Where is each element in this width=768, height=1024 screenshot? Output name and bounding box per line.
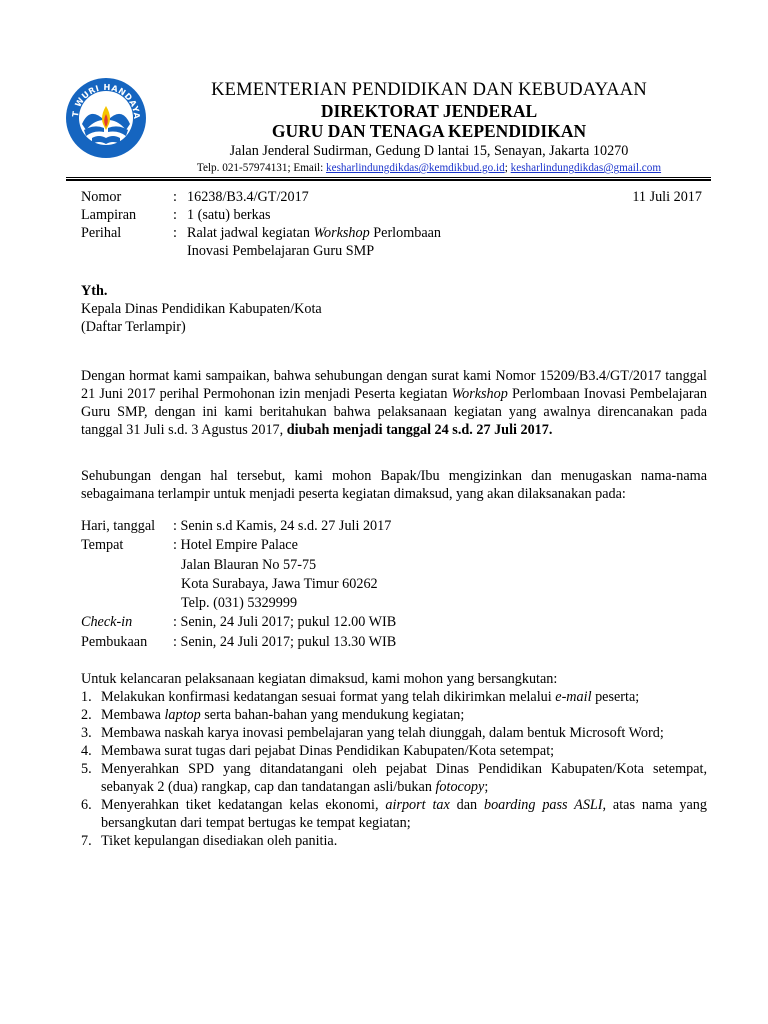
item-text-b: peserta; <box>591 689 640 705</box>
item-number: 4. <box>81 743 92 759</box>
pembukaan-value: : Senin, 24 Juli 2017; pukul 13.30 WIB <box>173 633 397 650</box>
letterhead-divider-thick <box>66 179 711 181</box>
item-text <box>101 688 707 706</box>
checkin-value: : Senin, 24 Juli 2017; pukul 12.00 WIB <box>173 614 397 631</box>
colon: : <box>173 189 177 205</box>
perihal-row-2 <box>81 242 711 260</box>
item-number: 6. <box>81 797 92 813</box>
address-row-2 <box>81 575 707 594</box>
perihal-label: Perihal <box>81 225 122 241</box>
phone-text: Telp. 021-57974131; Email: <box>196 162 327 174</box>
letter-date: 11 Juli 2017 <box>632 189 702 205</box>
lampiran-value: 1 (satu) berkas <box>187 207 271 223</box>
lampiran-row <box>81 206 711 224</box>
item-italic: fotocopy <box>435 779 485 795</box>
pembukaan-row <box>81 633 707 652</box>
checkin-label: Check-in <box>81 614 133 631</box>
letterhead-divider-thin <box>66 177 711 178</box>
requirements-block <box>81 670 707 850</box>
item-number: 7. <box>81 833 92 849</box>
checkin-row <box>81 613 707 632</box>
body-paragraph-2: Sehubungan dengan hal tersebut, kami mohon Bapak/Ibu mengizinkan dan menugaskan nama-nama sebagaimana terlampir untuk menjadi peserta kegiatan dimaksud, yang akan dilaksanakan pada: <box>81 468 707 502</box>
p1-text-a: Dengan hormat kami sampaikan, bahwa sehubungan dengan surat kami Nomor 15209/B3.4/GT/2017 tanggal 21 Juni 2017 perihal Permohonan izin menjadi Peserta kegiatan <box>81 368 707 402</box>
hari-row <box>81 517 707 536</box>
venue-address-2: Kota Surabaya, Jawa Timur 60262 <box>181 575 378 592</box>
item-text: Membawa surat tugas dari pejabat Dinas Pendidikan Kabupaten/Kota setempat; <box>101 743 555 759</box>
ministry-name: KEMENTERIAN PENDIDIKAN DAN KEBUDAYAAN <box>211 80 647 100</box>
recipient-line2: (Daftar Terlampir) <box>81 319 186 335</box>
tut-wuri-handayani-logo <box>64 74 148 160</box>
item-text-b: serta bahan-bahan yang mendukung kegiatan; <box>200 707 465 723</box>
email-link-primary[interactable]: kesharlindungdikdas@kemdikbud.go.id <box>326 162 505 174</box>
perihal-text: Ralat jadwal kegiatan <box>187 225 314 241</box>
p1-text-b: Perlombaan Inovasi Pembelajaran Guru SMP, dengan ini kami beritahukan bahwa pelaksanaan kegiatan yang awalnya direncanakan pada tanggal 31 Juli s.d. 3 Agustus 2017, <box>81 386 707 438</box>
item-text-c: atas nama yang bersangkutan dari tempat bertugas ke tempat kegiatan; <box>101 797 707 831</box>
schedule-block <box>81 517 707 652</box>
email-separator: ; <box>504 162 511 174</box>
item-text-a: Melakukan konfirmasi kedatangan sesuai format yang telah dikirimkan melalui <box>101 689 556 705</box>
requirements-intro: Untuk kelancaran pelaksanaan kegiatan dimaksud, kami mohon yang bersangkutan: <box>81 671 558 687</box>
colon: : <box>173 225 177 241</box>
p1-italic: Workshop <box>451 386 508 402</box>
body-paragraph-1 <box>81 367 707 439</box>
item-text-a: Membawa <box>101 707 165 723</box>
list-item <box>81 742 707 760</box>
item-text-b: dan <box>449 797 484 813</box>
list-item <box>81 706 707 724</box>
contact-line <box>164 161 694 175</box>
item-italic-2: boarding pass ASLI, <box>483 797 607 813</box>
p1-bold: diubah menjadi tanggal 24 s.d. 27 Juli 2017. <box>286 422 553 438</box>
item-text: Tiket kepulangan disediakan oleh panitia. <box>101 833 338 849</box>
nomor-row <box>81 188 711 206</box>
item-italic: e-mail <box>555 689 592 705</box>
pembukaan-label: Pembukaan <box>81 633 148 650</box>
list-item <box>81 724 707 742</box>
logo-text: T WURI HANDAYA <box>69 81 143 120</box>
requirements-list <box>81 688 707 850</box>
item-number: 5. <box>81 761 92 777</box>
nomor-value: 16238/B3.4/GT/2017 <box>187 189 309 205</box>
list-item <box>81 832 707 850</box>
venue-address-1: Jalan Blauran No 57-75 <box>181 556 317 573</box>
address-row-3 <box>81 594 707 613</box>
nomor-label: Nomor <box>81 189 122 205</box>
item-text <box>101 796 707 832</box>
address-row-1 <box>81 556 707 575</box>
item-number: 3. <box>81 725 92 741</box>
recipient-line1: Kepala Dinas Pendidikan Kabupaten/Kota <box>81 301 322 317</box>
letterhead <box>164 80 694 175</box>
item-text <box>101 706 707 724</box>
salutation: Yth. <box>81 283 108 299</box>
item-text-a: Menyerahkan SPD yang ditandatangani oleh pejabat Dinas Pendidikan Kabupaten/Kota setempat, sebanyak 2 (dua) rangkap, cap dan tandatangan asli/bukan <box>101 761 707 795</box>
item-text: Membawa naskah karya inovasi pembelajaran yang telah diunggah, dalam bentuk Microsoft Word; <box>101 725 664 741</box>
perihal-value-line2: Inovasi Pembelajaran Guru SMP <box>187 243 375 259</box>
item-number: 1. <box>81 689 92 705</box>
office-address: Jalan Jenderal Sudirman, Gedung D lantai 15, Senayan, Jakarta 10270 <box>229 143 629 159</box>
item-text <box>101 760 707 796</box>
list-item <box>81 796 707 832</box>
list-item <box>81 760 707 796</box>
division-name: GURU DAN TENAGA KEPENDIDIKAN <box>271 121 587 141</box>
perihal-row <box>81 224 711 242</box>
email-link-secondary[interactable]: kesharlindungdikdas@gmail.com <box>510 162 662 174</box>
directorate-name: DIREKTORAT JENDERAL <box>320 101 538 121</box>
lampiran-label: Lampiran <box>81 207 137 223</box>
item-text-b: ; <box>484 779 489 795</box>
venue-phone: Telp. (031) 5329999 <box>181 595 298 612</box>
item-text-a: Menyerahkan tiket kedatangan kelas ekonomi, <box>101 797 386 813</box>
letter-meta <box>81 188 711 260</box>
tempat-value: : Hotel Empire Palace <box>173 537 298 554</box>
perihal-italic: Workshop <box>313 225 370 241</box>
hari-value: : Senin s.d Kamis, 24 s.d. 27 Juli 2017 <box>173 518 392 534</box>
hari-label: Hari, tanggal <box>81 518 156 534</box>
item-italic: airport tax <box>385 797 450 813</box>
list-item <box>81 688 707 706</box>
tempat-row <box>81 536 707 555</box>
perihal-value-line1 <box>187 224 711 242</box>
perihal-text-post: Perlombaan <box>369 225 442 241</box>
tempat-label: Tempat <box>81 537 124 554</box>
colon: : <box>173 207 177 223</box>
item-italic: laptop <box>164 707 201 723</box>
recipient-block <box>81 282 707 336</box>
item-number: 2. <box>81 707 92 723</box>
